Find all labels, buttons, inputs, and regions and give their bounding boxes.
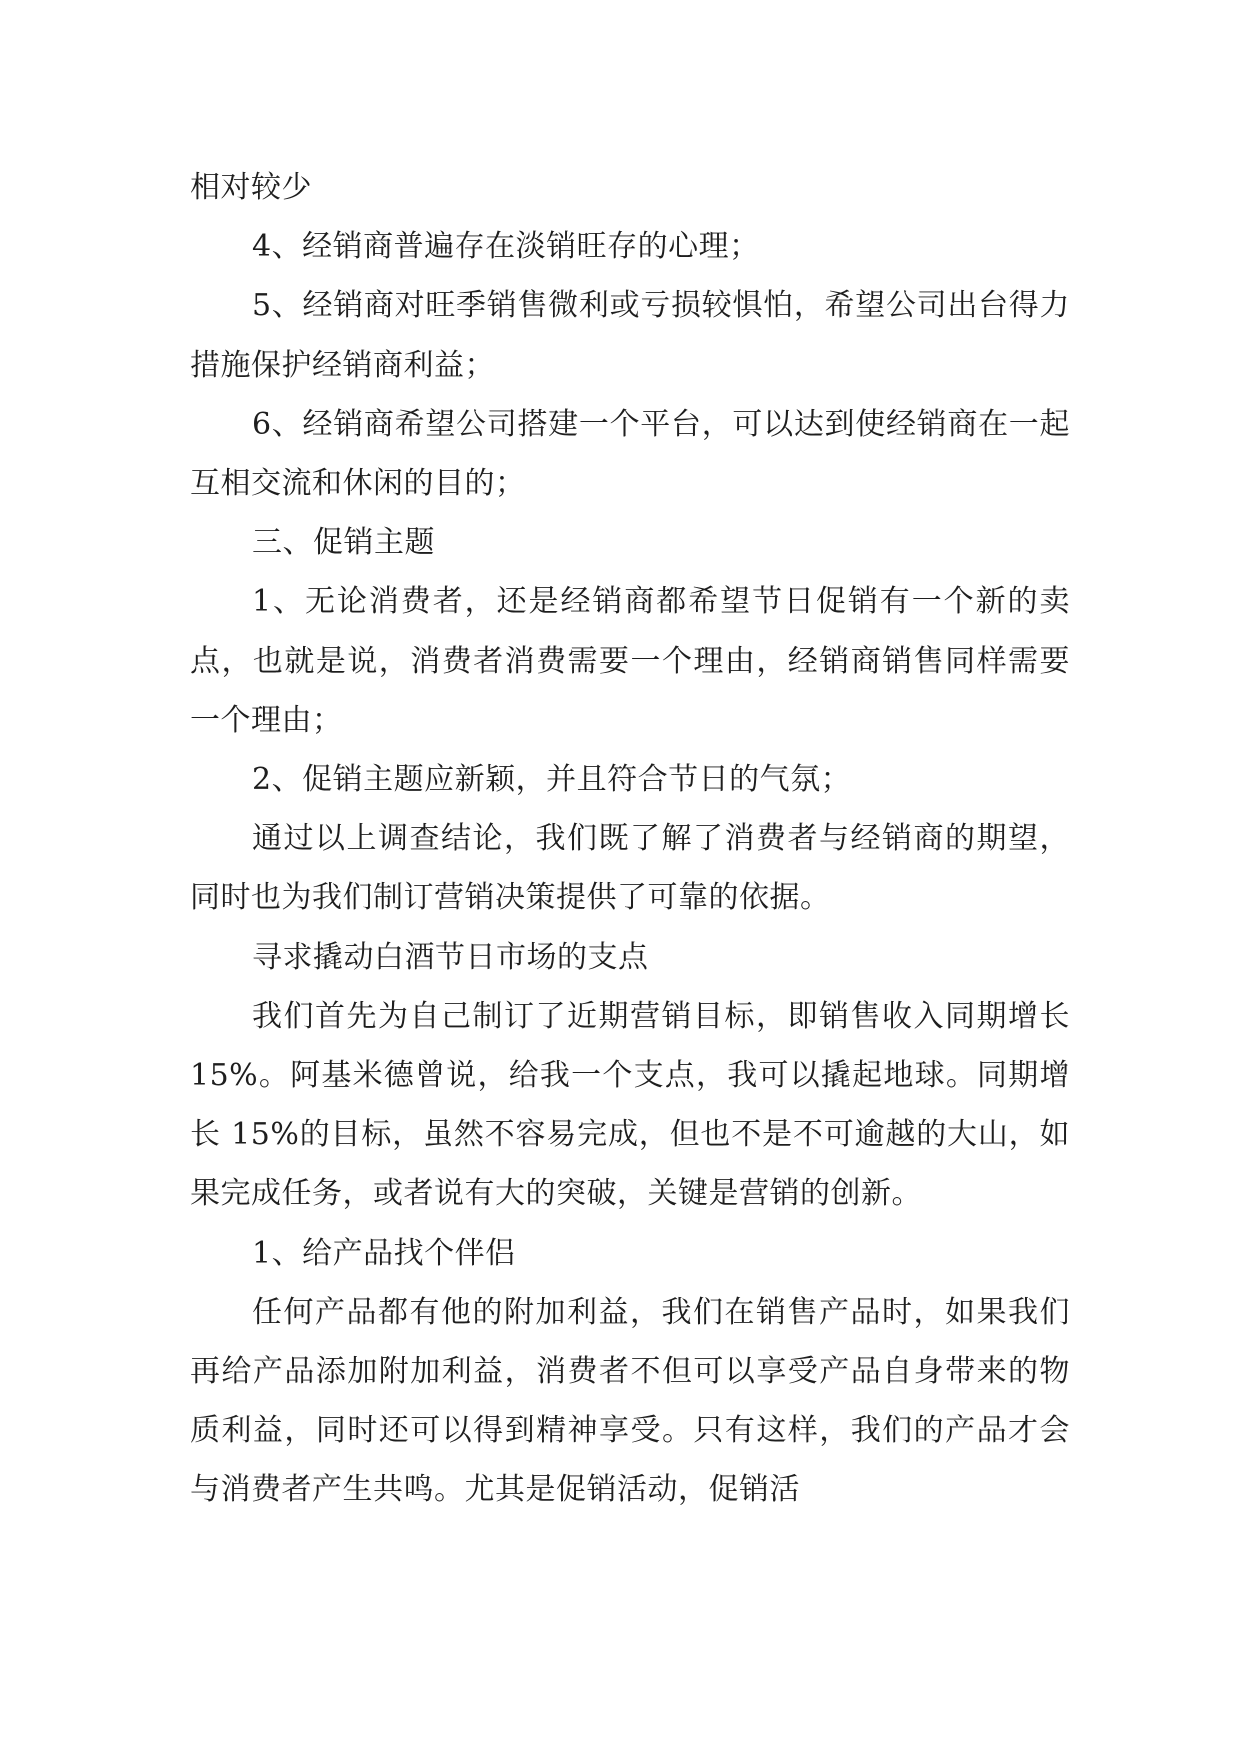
section-heading-promotion-theme: 三、促销主题 — [252, 525, 435, 561]
paragraph-item-6: 6、经销商希望公司搭建一个平台，可以达到使经销商在一起互相交流和休闲的目的； — [190, 406, 1070, 502]
paragraph-theme-2: 2、促销主题应新颖，并且符合节日的气氛； — [252, 762, 852, 798]
section-heading-fulcrum: 寻求撬动白酒节日市场的支点 — [252, 939, 649, 975]
paragraph-item-4: 4、经销商普遍存在淡销旺存的心理； — [252, 229, 760, 265]
paragraph-added-benefits: 任何产品都有他的附加利益，我们在销售产品时，如果我们再给产品添加附加利益，消费者不但可以享受产品自身带来的物质利益，同时还可以得到精神享受。只有这样，我们的产品才会与消费者产生共鸣。尤其是促销活动，促销活 — [190, 1294, 1070, 1508]
paragraph-item-5: 5、经销商对旺季销售微利或亏损较惧怕，希望公司出台得力措施保护经销商利益； — [190, 288, 1070, 383]
paragraph-continuation: 相对较少 — [190, 170, 312, 205]
paragraph-theme-1: 1、无论消费者，还是经销商都希望节日促销有一个新的卖点，也就是说，消费者消费需要一个理由，经销商销售同样需要一个理由； — [190, 584, 1070, 738]
paragraph-goal: 我们首先为自己制订了近期营销目标，即销售收入同期增长 15%。阿基米德曾说，给我一个支点，我可以撬起地球。同期增长 15%的目标，虽然不容易完成，但也不是不可逾越的大山，如果完成任务，或者说有大的突破，关键是营销的创新。 — [190, 998, 1070, 1212]
document-body — [190, 158, 1070, 1520]
paragraph-conclusion: 通过以上调查结论，我们既了解了消费者与经销商的期望，同时也为我们制订营销决策提供了可靠的依据。 — [190, 821, 1070, 916]
subheading-product-partner: 1、给产品找个伴侣 — [252, 1235, 516, 1271]
